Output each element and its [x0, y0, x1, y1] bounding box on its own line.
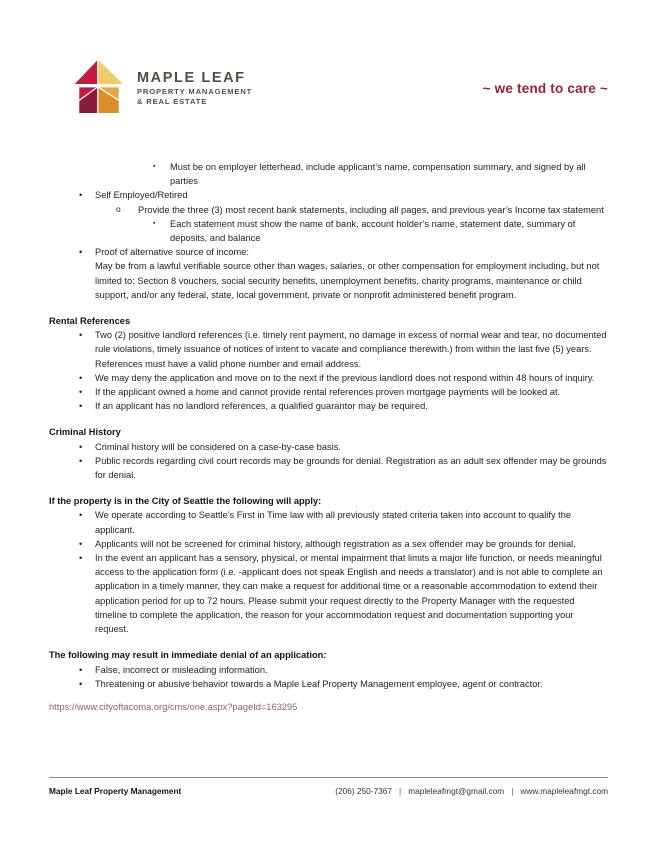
logo-subtitle-2: & REAL ESTATE	[137, 97, 208, 106]
footer-company-name: Maple Leaf Property Management	[49, 786, 182, 796]
bullet-item: • We operate according to Seattle’s First in Time law with all previously stated criteria taken into account to qualify the applicant.	[49, 508, 608, 536]
page-header	[0, 0, 650, 120]
link-row	[49, 700, 608, 714]
external-link[interactable]: https://www.cityoftacoma.org/cms/one.aspx?pageId=163295	[49, 701, 298, 712]
footer-website: www.mapleleafmgt.com	[520, 786, 608, 796]
document-body	[0, 120, 650, 714]
company-tagline: ~ we tend to care ~	[482, 80, 608, 96]
bullet-item: • If an applicant has no landlord references, a qualified guarantor may be required.	[49, 399, 608, 413]
bullet-item: • If the applicant owned a home and cannot provide rental references proven mortgage payments will be looked at.	[49, 385, 608, 399]
logo-wordmark	[137, 70, 252, 107]
section-heading: The following may result in immediate denial of an application:	[49, 650, 327, 661]
bullet-item: • Proof of alternative source of income:	[49, 245, 608, 259]
footer-separator	[511, 786, 513, 796]
section-heading: Criminal History	[49, 427, 121, 438]
bullet-item: • In the event an applicant has a sensory, physical, or mental impairment that limits a major life function, or needs meaningful access to the application form (i.e. -applicant does not speak English and needs a translator) and is not able to complete an application in a timely manner, they can make a request for additional time or a reasonable accommodation to extend their application period for up to 72 hours. Please submit your request directly to the Property Manager with the requested timeline to complete the application, the reason for your accommodation request and documentation supporting your request.	[49, 551, 608, 636]
footer-separator	[399, 786, 401, 796]
logo-title: MAPLE LEAF	[137, 69, 246, 86]
sub-sub-bullet-item: ▪ Must be on employer letterhead, include applicant’s name, compensation summary, and signed by all parties	[49, 160, 608, 188]
page-footer	[49, 777, 608, 796]
bullet-item: • False, incorrect or misleading information.	[49, 663, 608, 677]
bullet-item: • Threatening or abusive behavior towards a Maple Leaf Property Management employee, agent or contractor.	[49, 677, 608, 691]
bullet-item: • Criminal history will be considered on a case-by-case basis.	[49, 440, 608, 454]
section-heading: If the property is in the City of Seattle the following will apply:	[49, 496, 322, 507]
bullet-item: • Self Employed/Retired	[49, 188, 608, 202]
bullet-item: • Two (2) positive landlord references (i.e. timely rent payment, no damage in excess of normal wear and tear, no documented rule violations, timely issuance of notices of intent to vacate and compliance therewith.) from within the last five (5) years. References must have a valid phone number and email address.	[49, 328, 608, 371]
bullet-item: • Applicants will not be screened for criminal history, although registration as a sex offender may be grounds for denial.	[49, 537, 608, 551]
maple-leaf-house-icon	[70, 57, 128, 119]
bullet-item: • We may deny the application and move on to the next if the previous landlord does not respond within 48 hours of inquiry.	[49, 371, 608, 385]
company-logo	[70, 57, 252, 119]
footer-phone: (206) 250-7367	[335, 786, 393, 796]
footer-email: mapleleafmgt@gmail.com	[408, 786, 505, 796]
sub-bullet-item: o Provide the three (3) most recent bank statements, including all pages, and previous year’s Income tax statement	[49, 203, 608, 217]
footer-contact-info	[335, 786, 608, 796]
logo-subtitle-1: PROPERTY MANAGEMENT	[137, 86, 253, 96]
sub-sub-bullet-item: ▪ Each statement must show the name of bank, account holder’s name, statement date, summary of deposits, and balance	[49, 217, 608, 245]
section-heading: Rental References	[49, 316, 131, 327]
bullet-item: • Public records regarding civil court records may be grounds for denial. Registration as an adult sex offender may be grounds for denial.	[49, 454, 608, 482]
paragraph: May be from a lawful verifiable source other than wages, salaries, or other compensation for employment including, but not limited to: Section 8 vouchers, social security benefits, unemployment benefits, charity programs, maintenance or child support, and/or any federal, state, local government, private or nonprofit administered benefit program.	[95, 261, 600, 300]
